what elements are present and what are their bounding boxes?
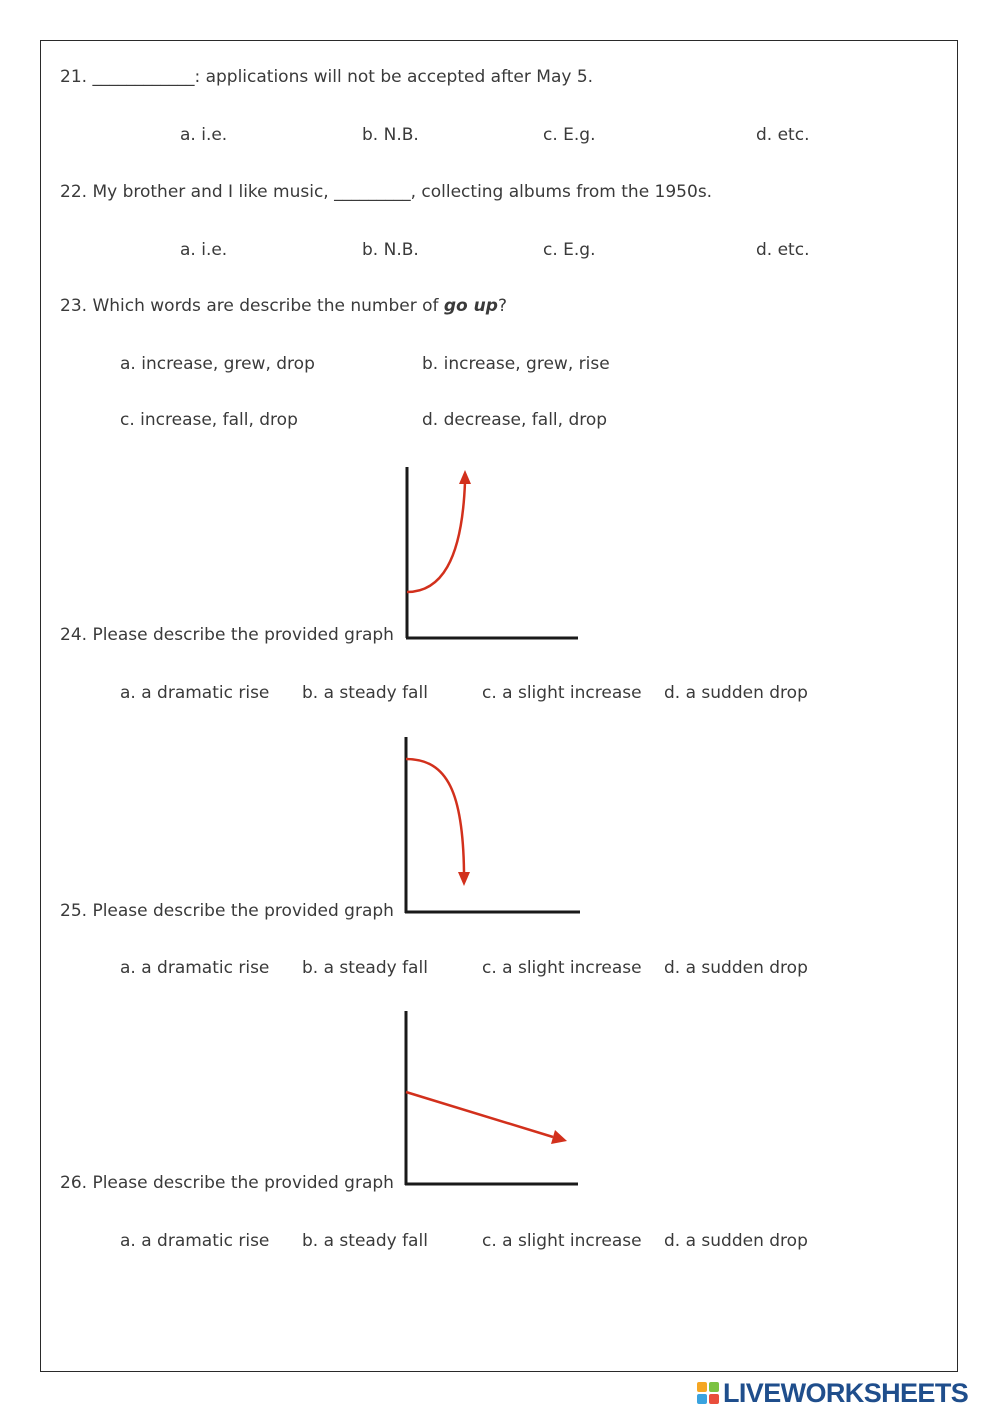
q25-option-d[interactable]: d. a sudden drop [664,958,808,978]
q25-graph [398,734,586,919]
liveworksheets-logo[interactable] [697,1380,995,1406]
q24-graph [400,462,585,644]
q26-graph [398,1008,584,1192]
q25-arrow-head [458,872,470,886]
question-22: 22. My brother and I like music, _________, collecting albums from the 1950s. [60,182,713,202]
q21-option-d[interactable]: d. etc. [756,125,810,145]
q25-option-b[interactable]: b. a steady fall [302,958,428,978]
q22-option-a[interactable]: a. i.e. [180,240,228,260]
q21-option-a[interactable]: a. i.e. [180,125,228,145]
q26-arrow-head [551,1130,567,1144]
q26-trend-line [406,1092,553,1137]
q23-option-c[interactable]: c. increase, fall, drop [120,410,298,430]
q24-option-d[interactable]: d. a sudden drop [664,683,808,703]
q25-trend-line [406,759,464,872]
q24-trend-line [407,482,465,592]
q25-option-a[interactable]: a. a dramatic rise [120,958,270,978]
liveworksheets-logo-icon [697,1382,719,1404]
q23-option-b[interactable]: b. increase, grew, rise [422,354,610,374]
q24-option-b[interactable]: b. a steady fall [302,683,428,703]
q22-option-c[interactable]: c. E.g. [543,240,596,260]
q24-arrow-head [459,470,471,484]
q23-option-d[interactable]: d. decrease, fall, drop [422,410,608,430]
q23-option-a[interactable]: a. increase, grew, drop [120,354,315,374]
question-23 [60,296,507,316]
question-21: 21. ____________: applications will not be accepted after May 5. [60,67,594,87]
q22-option-b[interactable]: b. N.B. [362,240,419,260]
question-23-text: 23. Which words are describe the number of [60,296,444,316]
q26-option-b[interactable]: b. a steady fall [302,1231,428,1251]
q21-option-b[interactable]: b. N.B. [362,125,419,145]
q22-option-d[interactable]: d. etc. [756,240,810,260]
question-23-suffix: ? [497,296,507,316]
question-25: 25. Please describe the provided graph [60,901,394,921]
q24-option-a[interactable]: a. a dramatic rise [120,683,270,703]
logo-text: LIVEWORKSHEETS [723,1378,969,1408]
q21-option-c[interactable]: c. E.g. [543,125,596,145]
q25-option-c[interactable]: c. a slight increase [482,958,642,978]
q24-option-c[interactable]: c. a slight increase [482,683,642,703]
question-23-emphasis: go up [443,296,498,316]
q26-option-c[interactable]: c. a slight increase [482,1231,642,1251]
question-24: 24. Please describe the provided graph [60,625,394,645]
q26-option-a[interactable]: a. a dramatic rise [120,1231,270,1251]
question-26: 26. Please describe the provided graph [60,1173,394,1193]
q26-option-d[interactable]: d. a sudden drop [664,1231,808,1251]
